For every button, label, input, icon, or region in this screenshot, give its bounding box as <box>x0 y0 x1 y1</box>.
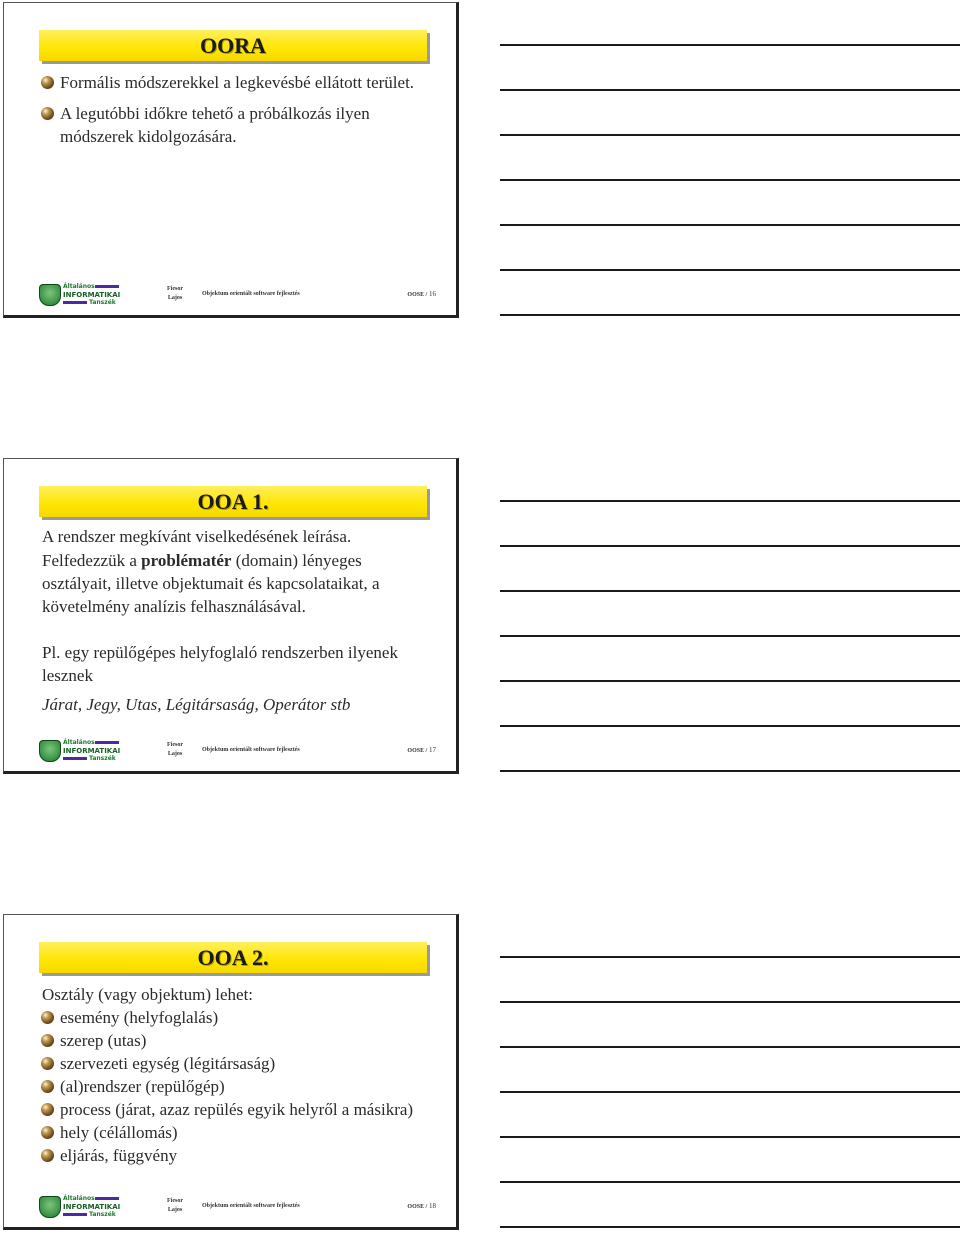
paragraph: Pl. egy repülőgépes helyfoglaló rendszerben ilyenek lesznek <box>42 643 398 685</box>
page-number: 18 <box>429 1202 436 1210</box>
author-line1: Fiesor <box>167 1198 183 1204</box>
example-list: Járat, Jegy, Utas, Légitársaság, Operátor stb <box>42 695 351 714</box>
slide-title: OORA <box>200 33 266 58</box>
bullet-ball-icon <box>41 1057 54 1070</box>
logo-text-line1: Általános <box>63 1195 95 1202</box>
note-line <box>500 179 960 181</box>
department-logo <box>39 739 121 763</box>
note-line <box>500 770 960 772</box>
text-span: (domain) lényeges osztályait, illetve objektumait és kapcsolataikat, a követelmény analízis felhasználásával. <box>42 551 380 616</box>
list-item <box>40 1029 428 1052</box>
list-item <box>40 1144 428 1167</box>
paragraph <box>42 549 428 618</box>
logo-text-line3: Tanszék <box>89 1211 116 1218</box>
logo-stripe <box>95 285 119 288</box>
list-item <box>40 1121 428 1144</box>
list-item <box>40 1006 428 1029</box>
slide-16 <box>3 2 459 318</box>
note-line <box>500 269 960 271</box>
list-item <box>40 102 428 148</box>
note-line <box>500 590 960 592</box>
note-line <box>500 1136 960 1138</box>
logo-text-line3: Tanszék <box>89 299 116 306</box>
emphasis-term: problématér <box>141 551 232 570</box>
logo-stripe <box>63 301 87 304</box>
bullet-ball-icon <box>41 1103 54 1116</box>
author-line1: Fiesor <box>167 286 183 292</box>
slide-content <box>40 71 428 148</box>
author <box>167 1197 183 1215</box>
note-line <box>500 680 960 682</box>
author-line2: Lajos <box>167 1207 183 1213</box>
bullet-text: szervezeti egység (légitársaság) <box>60 1054 276 1073</box>
logo-stripe <box>63 757 87 760</box>
bullet-ball-icon <box>41 1034 54 1047</box>
slide-footer <box>39 283 436 307</box>
course-title: Objektum orientált software fejlesztés <box>202 291 300 297</box>
note-line <box>500 1226 960 1228</box>
page-reference <box>407 1202 436 1210</box>
logo-text-line3: Tanszék <box>89 755 116 762</box>
course-title: Objektum orientált software fejlesztés <box>202 747 300 753</box>
course-code: OOSE / <box>407 292 428 298</box>
author <box>167 285 183 303</box>
slide-content <box>42 525 428 716</box>
bullet-text: szerep (utas) <box>60 1031 147 1050</box>
course-title: Objektum orientált software fejlesztés <box>202 1203 300 1209</box>
bullet-ball-icon <box>41 1126 54 1139</box>
bullet-text: esemény (helyfoglalás) <box>60 1008 219 1027</box>
paragraph: A rendszer megkívánt viselkedésének leírása. <box>42 527 352 546</box>
bullet-ball-icon <box>41 76 54 89</box>
bullet-text: eljárás, függvény <box>60 1146 178 1165</box>
logo-text-line1: Általános <box>63 739 95 746</box>
note-line <box>500 500 960 502</box>
shield-icon <box>39 740 61 762</box>
bullet-text: A legutóbbi időkre tehető a próbálkozás ilyen módszerek kidolgozására. <box>60 104 370 146</box>
department-logo <box>39 1195 121 1219</box>
note-line <box>500 1091 960 1093</box>
note-line <box>500 635 960 637</box>
list-item <box>40 1052 428 1075</box>
slide-title-bar <box>39 942 427 973</box>
author-line2: Lajos <box>167 751 183 757</box>
course-code: OOSE / <box>407 748 428 754</box>
department-logo <box>39 283 121 307</box>
slide-18 <box>3 914 459 1230</box>
shield-icon <box>39 1196 61 1218</box>
slide-17 <box>3 458 459 774</box>
slide-footer <box>39 1195 436 1219</box>
logo-text-line2: INFORMATIKAI <box>63 1203 121 1211</box>
note-line <box>500 89 960 91</box>
list-item <box>40 71 428 94</box>
page-reference <box>407 290 436 298</box>
author-line1: Fiesor <box>167 742 183 748</box>
note-line <box>500 545 960 547</box>
bullet-text: (al)rendszer (repülőgép) <box>60 1077 225 1096</box>
bullet-ball-icon <box>41 1149 54 1162</box>
author <box>167 741 183 759</box>
author-line2: Lajos <box>167 295 183 301</box>
note-line <box>500 1046 960 1048</box>
logo-text-line2: INFORMATIKAI <box>63 747 121 755</box>
logo-stripe <box>63 1213 87 1216</box>
slide-content <box>42 983 428 1167</box>
intro-text: Osztály (vagy objektum) lehet: <box>42 985 254 1004</box>
list-item <box>40 1075 428 1098</box>
logo-stripe <box>95 1197 119 1200</box>
logo-text-line2: INFORMATIKAI <box>63 291 121 299</box>
note-line <box>500 314 960 316</box>
logo-text-line1: Általános <box>63 283 95 290</box>
bullet-text: process (járat, azaz repülés egyik helyről a másikra) <box>60 1100 414 1119</box>
note-line <box>500 956 960 958</box>
slide-footer <box>39 739 436 763</box>
slide-title-bar <box>39 486 427 517</box>
page-reference <box>407 746 436 754</box>
note-line <box>500 44 960 46</box>
bullet-text: Formális módszerekkel a legkevésbé ellátott terület. <box>60 73 415 92</box>
list-item <box>40 1100 428 1119</box>
bullet-ball-icon <box>41 107 54 120</box>
page-number: 17 <box>429 746 436 754</box>
bullet-text: hely (célállomás) <box>60 1123 178 1142</box>
logo-stripe <box>95 741 119 744</box>
slide-title: OOA 1. <box>197 489 269 514</box>
page-number: 16 <box>429 290 436 298</box>
shield-icon <box>39 284 61 306</box>
note-line <box>500 725 960 727</box>
bullet-ball-icon <box>41 1080 54 1093</box>
text-span: Felfedezzük a <box>42 551 142 570</box>
note-line <box>500 224 960 226</box>
spacer <box>42 618 428 641</box>
bullet-ball-icon <box>41 1011 54 1024</box>
note-line <box>500 1181 960 1183</box>
slide-title-bar <box>39 30 427 61</box>
course-code: OOSE / <box>407 1204 428 1210</box>
note-line <box>500 134 960 136</box>
note-line <box>500 1001 960 1003</box>
slide-title: OOA 2. <box>197 945 269 970</box>
